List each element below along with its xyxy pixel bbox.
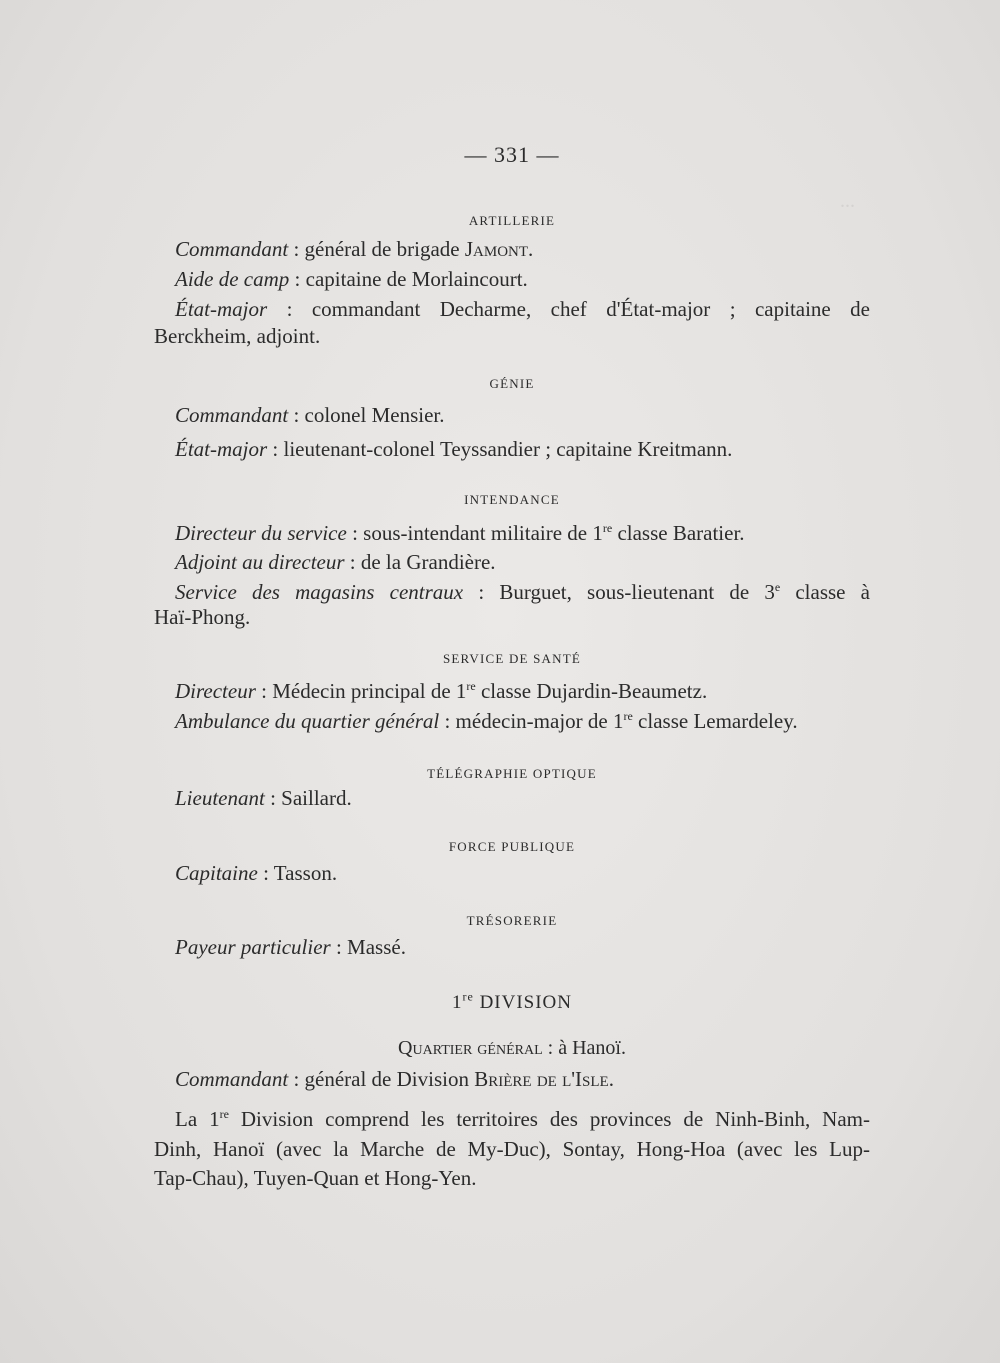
label: Ambulance du quartier général (175, 709, 440, 733)
text-end: classe Baratier. (612, 521, 745, 545)
superscript: re (466, 679, 476, 693)
intendance-service-line-2: Haï-Phong. (154, 605, 251, 629)
division-heading (154, 990, 870, 1016)
division-number: 1 (451, 992, 463, 1013)
text: : lieutenant-colonel Teyssandier ; capitaine Kreitmann. (267, 437, 733, 461)
text: : Tasson. (257, 861, 338, 885)
name: Brière de l'Isle (474, 1067, 609, 1091)
text: : Burguet, sous-lieutenant de 3 (463, 580, 775, 604)
intendance-service-line (175, 579, 870, 605)
section-heading-genie: GÉNIE (489, 376, 535, 391)
text: : Massé. (330, 935, 406, 959)
label: État-major (175, 297, 268, 321)
text: : commandant Decharme, chef d'État-major ; capitaine de (267, 297, 870, 321)
text-end: classe Lemardeley. (632, 709, 798, 733)
force-publique-capitaine-line (175, 860, 870, 886)
text: : médecin-major de 1 (439, 709, 624, 733)
intendance-directeur-line (175, 520, 870, 546)
text: : colonel Mensier. (288, 403, 445, 427)
text: La 1 (175, 1107, 220, 1131)
artillerie-etat-major-line-2: Berckheim, adjoint. (154, 324, 321, 348)
label: Commandant (175, 403, 289, 427)
text-end: classe à (780, 580, 870, 604)
text-end: classe Dujardin-Beaumetz. (475, 679, 708, 703)
text: : de la Grandière. (344, 550, 496, 574)
section-heading-force-publique: FORCE PUBLIQUE (448, 839, 576, 854)
label: Directeur du service (175, 521, 347, 545)
division-paragraph-line-3: Tap-Chau), Tuyen-Quan et Hong-Yen. (154, 1166, 477, 1190)
label: Adjoint au directeur (175, 550, 345, 574)
text-end: . (608, 1067, 614, 1091)
superscript: re (462, 989, 474, 1004)
artillerie-commandant-line: Commandant : général de brigade Jamont. (175, 237, 534, 261)
text: : à Hanoï. (542, 1037, 626, 1059)
label: Commandant (175, 1067, 289, 1091)
superscript: re (602, 521, 613, 535)
genie-commandant-line (175, 402, 870, 428)
label: Service des magasins centraux (175, 580, 464, 604)
label: Lieutenant (175, 786, 265, 810)
text: : général de brigade (288, 237, 465, 261)
text: : capitaine de Morlaincourt. (289, 267, 528, 291)
label: Payeur particulier (175, 935, 331, 959)
division-paragraph-line-1 (175, 1106, 870, 1132)
division-title: DIVISION (473, 992, 572, 1013)
artillerie-etat-major-line (175, 296, 870, 322)
superscript: e (774, 580, 781, 594)
text: : Saillard. (264, 786, 352, 810)
section-heading-sante: SERVICE DE SANTÉ (442, 651, 582, 666)
label: Commandant (175, 237, 289, 261)
quartier-general-line (154, 1035, 870, 1061)
artillerie-aide-line (175, 266, 870, 292)
text: : général de Division (288, 1067, 475, 1091)
intendance-adjoint-line (175, 549, 870, 575)
label: Aide de camp (175, 267, 290, 291)
genie-etat-major-line (175, 436, 870, 462)
sante-directeur-line (175, 678, 870, 704)
section-heading-artillerie: ARTILLERIE (468, 213, 556, 228)
division-commandant-line (175, 1066, 870, 1092)
telegraphie-lieutenant-line (175, 785, 870, 811)
text: : Médecin principal de 1 (255, 679, 467, 703)
division-paragraph-line-2: Dinh, Hanoï (avec la Marche de My-Duc), Sontay, Hong-Hoa (avec les Lup- (154, 1137, 870, 1161)
show-through-mark: ... (840, 190, 855, 212)
text: : sous-intendant militaire de 1 (346, 521, 603, 545)
section-heading-telegraphie: TÉLÉGRAPHIE OPTIQUE (427, 766, 597, 781)
text-end: Division comprend les territoires des provinces de Ninh-Binh, Nam- (228, 1107, 870, 1131)
label: État-major (175, 437, 268, 461)
superscript: re (219, 1107, 229, 1121)
page-number: — 331 — (464, 142, 560, 167)
tresorerie-payeur-line (175, 934, 870, 960)
section-heading-intendance: INTENDANCE (464, 492, 560, 507)
label: Capitaine (175, 861, 258, 885)
superscript: re (623, 709, 633, 723)
label: Directeur (175, 679, 256, 703)
label: Quartier général (398, 1037, 543, 1059)
name: Jamont (464, 237, 529, 261)
sante-ambulance-line (175, 708, 870, 734)
section-heading-tresorerie: TRÉSORERIE (466, 913, 558, 928)
